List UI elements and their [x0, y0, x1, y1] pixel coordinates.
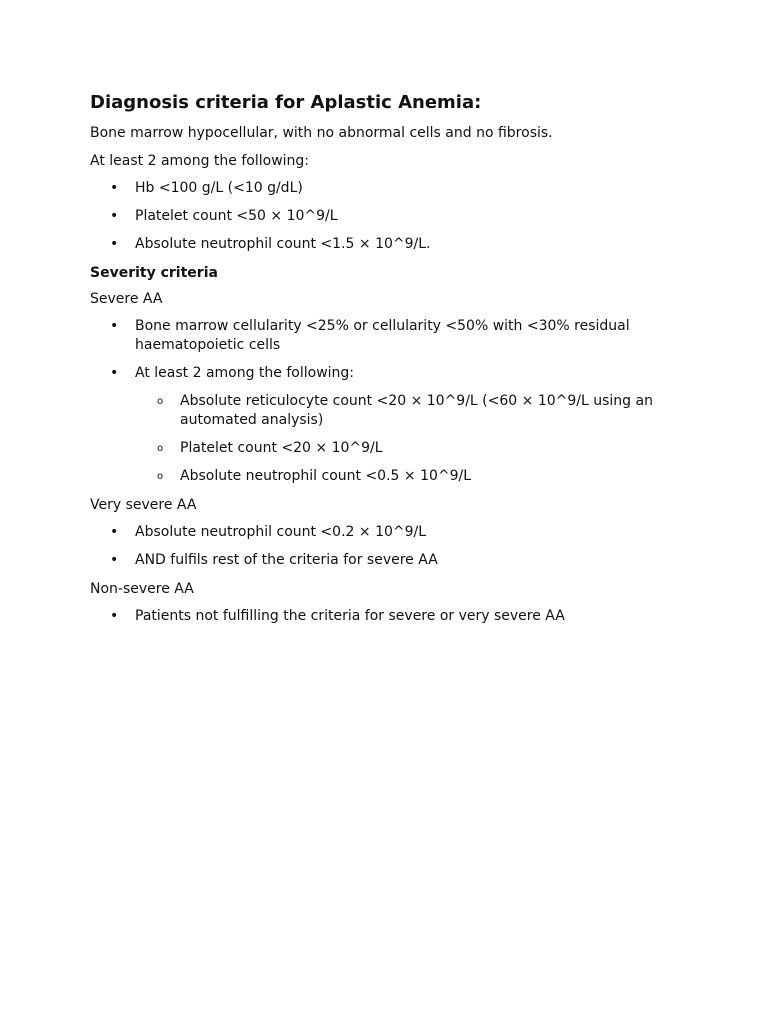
list-item-text: Bone marrow cellularity <25% or cellularity <50% with <30% residual haematopoietic cells	[135, 318, 630, 353]
list-item	[90, 364, 690, 486]
list-item-text: Absolute neutrophil count <0.2 × 10^9/L	[135, 524, 427, 540]
bullet-icon: •	[110, 365, 119, 381]
sublist-item-text: Absolute neutrophil count <0.5 × 10^9/L	[180, 468, 472, 484]
list-item	[90, 523, 690, 542]
list-item	[90, 235, 690, 254]
list-item-text: Absolute neutrophil count <1.5 × 10^9/L.	[135, 236, 431, 252]
non-severe-title: Non-severe AA	[90, 581, 194, 597]
list-item-text: Patients not fulfilling the criteria for severe or very severe AA	[135, 608, 565, 624]
sublist-item	[135, 439, 690, 458]
document-content	[90, 91, 690, 635]
severe-sublist	[135, 392, 690, 486]
sublist-item-text: Absolute reticulocyte count <20 × 10^9/L (<60 × 10^9/L using an automated analysis)	[180, 393, 653, 428]
bullet-icon: •	[110, 552, 119, 568]
sublist-item	[135, 392, 690, 430]
list-item	[90, 607, 690, 626]
list-item	[90, 207, 690, 226]
very-severe-title: Very severe AA	[90, 497, 197, 513]
bullet-icon: •	[110, 318, 119, 334]
very-severe-list	[90, 523, 690, 570]
bullet-icon: •	[110, 236, 119, 252]
list-item	[90, 317, 690, 355]
list-item-text: Platelet count <50 × 10^9/L	[135, 208, 338, 224]
circle-bullet-icon: o	[157, 471, 164, 482]
bullet-icon: •	[110, 524, 119, 540]
bullet-icon: •	[110, 180, 119, 196]
bullet-icon: •	[110, 608, 119, 624]
non-severe-list	[90, 607, 690, 626]
list-item-text: Hb <100 g/L (<10 g/dL)	[135, 180, 303, 196]
list-item	[90, 551, 690, 570]
intro-paragraph: Bone marrow hypocellular, with no abnormal cells and no fibrosis.	[90, 125, 553, 141]
circle-bullet-icon: o	[157, 443, 164, 454]
list-item-text: At least 2 among the following:	[135, 365, 355, 381]
severe-list	[90, 317, 690, 486]
sublist-item-text: Platelet count <20 × 10^9/L	[180, 440, 383, 456]
sublist-item	[135, 467, 690, 486]
severe-title: Severe AA	[90, 291, 163, 307]
diagnosis-list	[90, 179, 690, 254]
list-item-text: AND fulfils rest of the criteria for severe AA	[135, 552, 438, 568]
diagnosis-lead: At least 2 among the following:	[90, 153, 310, 169]
list-item	[90, 179, 690, 198]
severity-heading: Severity criteria	[90, 265, 218, 281]
bullet-icon: •	[110, 208, 119, 224]
circle-bullet-icon: o	[157, 396, 164, 407]
document-heading: Diagnosis criteria for Aplastic Anemia:	[90, 92, 482, 113]
